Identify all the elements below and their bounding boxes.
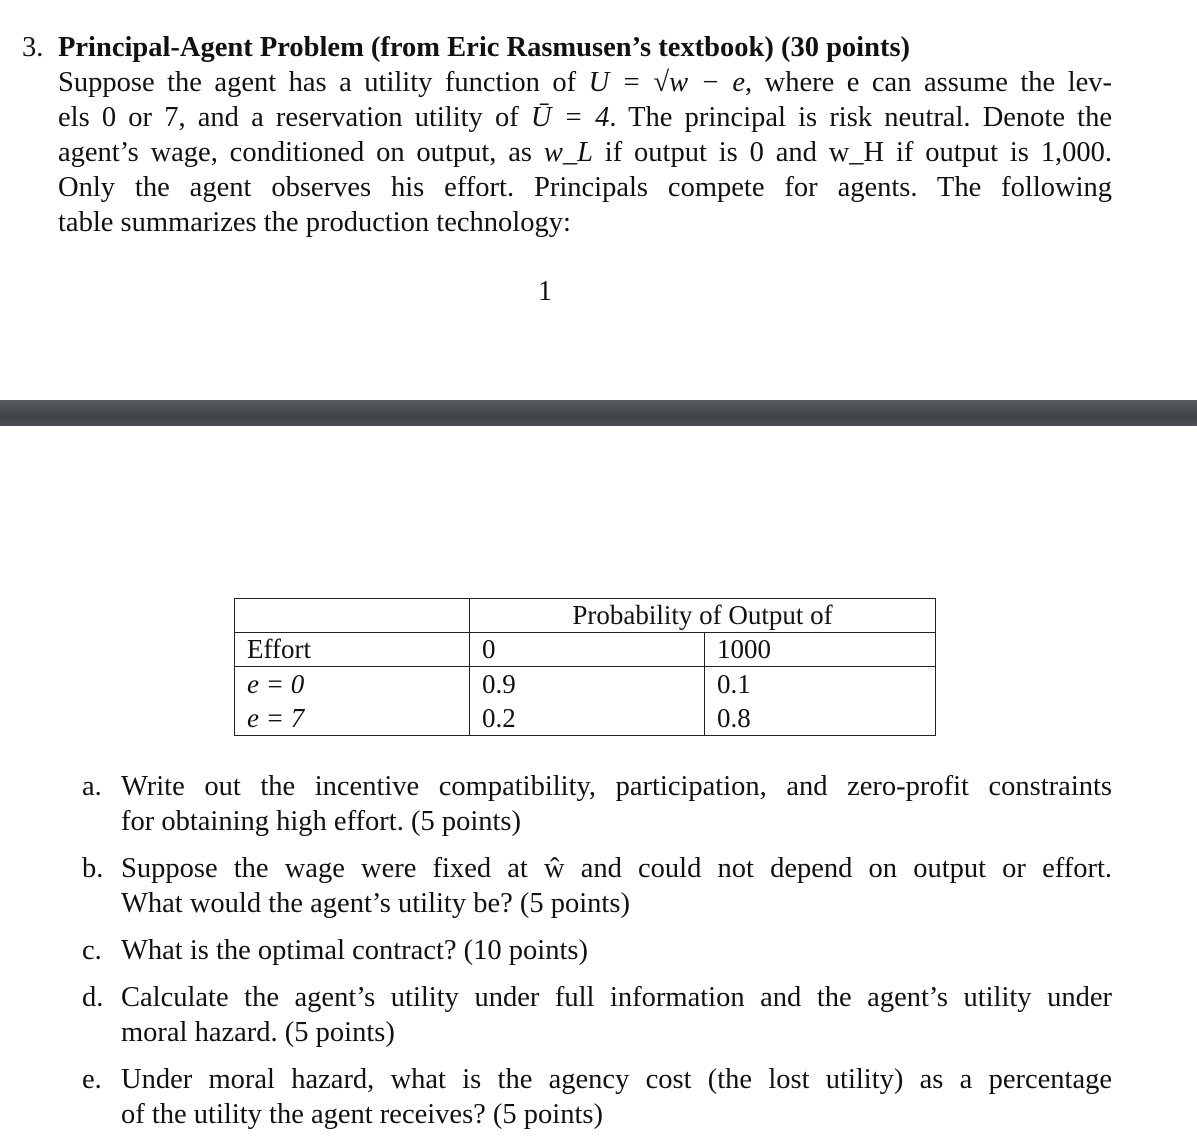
question-body-line <box>58 205 1112 240</box>
part-line: Suppose the wage were fixed at ŵ and could not depend on output or effort. <box>121 853 1112 884</box>
table-cell: 0.2 <box>470 701 705 736</box>
page-number: 1 <box>538 276 552 307</box>
part-text <box>121 933 1112 968</box>
line-text: if output is 0 and w_H if output is 1,000. <box>592 137 1112 168</box>
part-text <box>121 769 1112 839</box>
question-number: 3. <box>22 32 44 63</box>
line-text: els 0 or 7, and a reservation utility of <box>58 102 531 133</box>
question-body-line <box>58 170 1112 205</box>
table-col-output-0: 0 <box>470 633 705 667</box>
part-label: b. <box>82 853 104 884</box>
part-e <box>82 1062 1112 1132</box>
page-divider <box>0 400 1197 426</box>
table-header-empty <box>235 599 470 633</box>
part-line: for obtaining high effort. (5 points) <box>121 806 521 837</box>
question-title: Principal-Agent Problem (from Eric Rasmusen’s textbook) (30 points) <box>58 32 911 63</box>
table-col-output-1000: 1000 <box>705 633 936 667</box>
table-cell: 0.9 <box>470 667 705 702</box>
table-cell: e = 0 <box>235 667 470 702</box>
table-row <box>235 701 936 736</box>
part-text <box>121 980 1112 1050</box>
part-label: d. <box>82 982 104 1013</box>
part-line: Calculate the agent’s utility under full information and the agent’s utility under <box>121 982 1112 1013</box>
production-table <box>234 598 936 736</box>
line-text: . The principal is risk neutral. Denote the <box>609 102 1112 133</box>
part-line: What is the optimal contract? (10 points) <box>121 935 588 966</box>
part-a <box>82 769 1112 839</box>
line-text: table summarizes the production technology: <box>58 207 571 238</box>
table-col-effort: Effort <box>235 633 470 667</box>
table-cell: 0.8 <box>705 701 936 736</box>
question-parts <box>82 769 1112 1144</box>
part-c <box>82 933 1112 968</box>
math-expression: U = √w − e <box>588 67 745 98</box>
part-text <box>121 851 1112 921</box>
part-line: Under moral hazard, what is the agency cost (the lost utility) as a percentage <box>121 1064 1112 1095</box>
part-line: of the utility the agent receives? (5 points) <box>121 1099 603 1130</box>
table-header-group: Probability of Output of <box>470 599 936 633</box>
part-line: Write out the incentive compatibility, participation, and zero-profit constraints <box>121 771 1112 802</box>
question-body-line <box>58 65 1112 100</box>
part-b <box>82 851 1112 921</box>
part-line: moral hazard. (5 points) <box>121 1017 395 1048</box>
question-body-line <box>58 100 1112 135</box>
part-d <box>82 980 1112 1050</box>
line-text: agent’s wage, conditioned on output, as <box>58 137 544 168</box>
line-text: Suppose the agent has a utility function of <box>58 67 589 98</box>
part-label: a. <box>82 771 102 802</box>
table-cell: e = 7 <box>235 701 470 736</box>
page-upper <box>0 0 1197 400</box>
line-text: , where e can assume the lev- <box>745 67 1112 98</box>
table-row <box>235 667 936 702</box>
table-cell: 0.1 <box>705 667 936 702</box>
math-expression: Ū = 4 <box>530 102 610 133</box>
part-label: c. <box>82 935 102 966</box>
part-text <box>121 1062 1112 1132</box>
question-body-line <box>58 135 1112 170</box>
question-body <box>58 65 1112 240</box>
line-text: Only the agent observes his effort. Principals compete for agents. The following <box>58 172 1112 203</box>
part-label: e. <box>82 1064 102 1095</box>
math-expression: w_L <box>543 137 593 168</box>
part-line: What would the agent’s utility be? (5 points) <box>121 888 630 919</box>
